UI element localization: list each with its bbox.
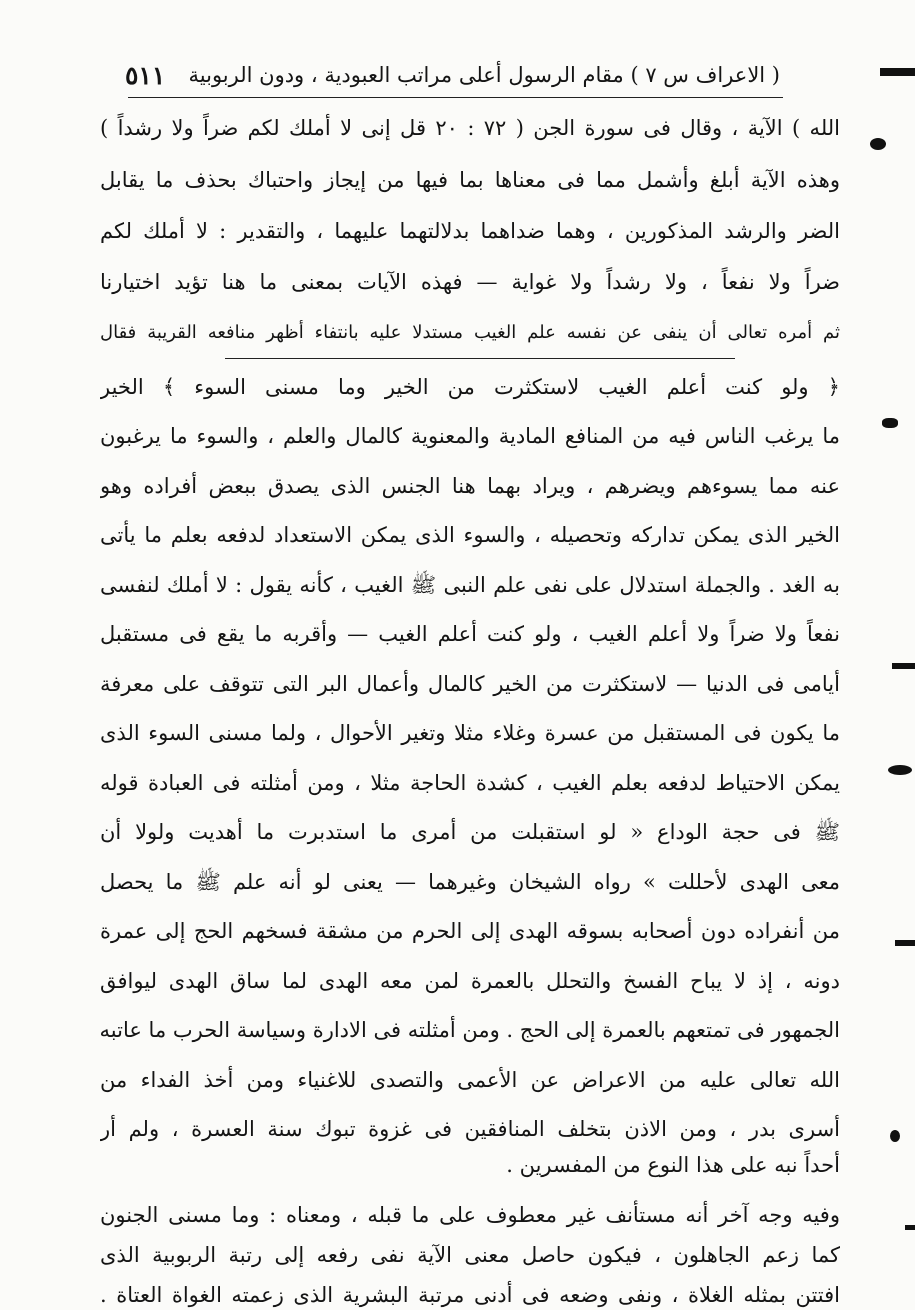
text-line: الله ) الآية ، وقال فى سورة الجن ( ٧٢ : ٢٠ قل إنى لا أملك لكم ضراً ولا رشداً )	[100, 116, 840, 140]
text-line: الجمهور فى تمتعهم بالعمرة إلى الحج . ومن أمثلته فى الادارة وسياسة الحرب ما عاتبه	[100, 1018, 840, 1042]
text-line: دونه ، إذ لا يباح الفسخ والتحلل بالعمرة لمن معه الهدى لما ساق الهدى ليوافق	[100, 969, 840, 993]
header-rule	[128, 97, 783, 98]
scan-mark	[880, 68, 915, 76]
text-line: افتتن بمثله الغلاة ، ونفى وضعه فى أدنى مرتبة البشرية الذى زعمته الغواة العتاة .	[100, 1283, 840, 1307]
text-line: أحداً نبه على هذا النوع من المفسرين .	[506, 1153, 840, 1177]
text-line: عنه مما يسوءهم ويضرهم ، ويراد بهما هنا الجنس الذى يصدق ببعض أفراده وهو	[100, 474, 840, 498]
running-title: ( الاعراف س ٧ ) مقام الرسول أعلى مراتب العبودية ، ودون الربوبية	[188, 63, 780, 87]
scan-mark	[895, 940, 915, 946]
text-line: معى الهدى لأحللت » رواه الشيخان وغيرهما — يعنى لو أنه علم ﷺ ما يحصل	[100, 870, 840, 894]
scan-mark	[888, 765, 912, 775]
scan-mark	[870, 138, 886, 150]
text-line: أيامى فى الدنيا — لاستكثرت من الخير كالمال وأعمال البر التى تتوقف على معرفة	[100, 672, 840, 696]
scan-mark	[905, 1225, 915, 1230]
text-line: يمكن الاحتياط لدفعه بعلم الغيب ، كشدة الحاجة مثلا ، ومن أمثلته فى العبادة قوله	[100, 771, 840, 795]
page-header	[125, 52, 780, 98]
text-line: الخير الذى يمكن تداركه وتحصيله ، والسوء الذى يمكن الاستعداد لدفعه بعلم ما يأتى	[100, 523, 840, 547]
text-line: كما زعم الجاهلون ، فيكون حاصل معنى الآية نفى رفعه إلى رتبة الربوبية الذى	[100, 1243, 840, 1267]
scan-mark	[890, 1130, 900, 1142]
page-number: ٥١١	[125, 60, 166, 90]
scan-mark	[882, 418, 898, 428]
section-divider	[225, 358, 735, 359]
text-line: أسرى بدر ، ومن الاذن بتخلف المنافقين فى غزوة تبوك سنة العسرة ، ولم أر	[100, 1117, 840, 1141]
text-line: الله تعالى عليه من الاعراض عن الأعمى والتصدى للاغنياء ومن أخذ الفداء من	[100, 1068, 840, 1092]
text-line: ﷺ فى حجة الوداع « لو استقبلت من أمرى ما استدبرت ما أهديت ولولا أن	[100, 820, 840, 844]
text-line: نفعاً ولا ضراً ولا أعلم الغيب ، ولو كنت أعلم الغيب — وأقربه ما يقع فى مستقبل	[100, 622, 840, 646]
text-line: الضر والرشد المذكورين ، وهما ضداهما بدلالتهما عليهما ، والتقدير : لا أملك لكم	[100, 219, 840, 243]
scan-mark	[892, 663, 915, 669]
text-line: به الغد . والجملة استدلال على نفى علم النبى ﷺ الغيب ، كأنه يقول : لا أملك لنفسى	[100, 573, 840, 597]
text-line: ثم أمره تعالى أن ينفى عن نفسه علم الغيب مستدلا عليه بانتفاء أظهر منافعه القريبة فقال	[100, 322, 840, 343]
verse-line: ﴿ ولو كنت أعلم الغيب لاستكثرت من الخير وما مسنى السوء ﴾ الخير	[100, 375, 840, 399]
text-line: ما يرغب الناس فيه من المنافع المادية والمعنوية كالمال والعلم ، والسوء ما يرغبون	[100, 424, 840, 448]
text-line: ضراً ولا نفعاً ، ولا رشداً ولا غواية — فهذه الآيات بمعنى ما هنا تؤيد اختيارنا	[100, 270, 840, 294]
text-line: وفيه وجه آخر أنه مستأنف غير معطوف على ما قبله ، ومعناه : وما مسنى الجنون	[100, 1203, 840, 1227]
text-line: ما يكون فى المستقبل من عسرة وغلاء مثلا وتغير الأحوال ، ولما مسنى السوء الذى	[100, 721, 840, 745]
text-line: من أنفراده دون أصحابه بسوقه الهدى إلى الحرم من مشقة فسخهم الحج إلى عمرة	[100, 919, 840, 943]
text-line: وهذه الآية أبلغ وأشمل مما فى معناها بما فيها من إيجاز واحتباك بحذف ما يقابل	[100, 168, 840, 192]
